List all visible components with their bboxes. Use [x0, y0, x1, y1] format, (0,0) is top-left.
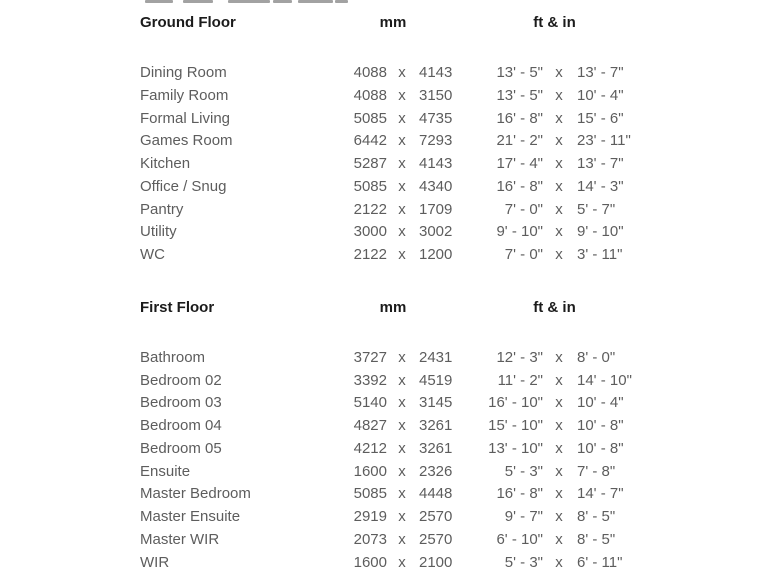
mm-height: 4143 — [419, 64, 453, 81]
room-name: Dining Room — [140, 64, 227, 81]
ft-width: 7' - 0" — [504, 246, 543, 263]
mm-height: 2100 — [419, 553, 453, 571]
ft-width: 13' - 5" — [496, 64, 543, 81]
section-title: Ground Floor — [140, 14, 236, 31]
mm-width: 3727 — [353, 348, 387, 366]
mm-height: 3150 — [419, 86, 453, 104]
mm-height: 4735 — [419, 109, 453, 127]
dimension-separator: x — [555, 371, 563, 389]
ft-width: 9' - 10" — [496, 223, 543, 241]
dimension-separator: x — [398, 64, 406, 81]
dimension-separator: x — [398, 155, 406, 172]
dimension-separator: x — [398, 462, 406, 480]
mm-width: 5287 — [353, 155, 387, 172]
mm-height: 3145 — [419, 394, 453, 412]
table-row — [140, 130, 655, 153]
room-name: Bedroom 02 — [140, 371, 222, 389]
room-name: Bathroom — [140, 348, 206, 366]
mm-height: 2431 — [419, 348, 453, 366]
ft-height: 7' - 8" — [577, 462, 616, 480]
ft-height: 13' - 7" — [577, 64, 624, 81]
table-row — [140, 347, 655, 370]
mm-width: 4212 — [353, 439, 387, 457]
dimension-separator: x — [398, 417, 406, 434]
mm-height: 2570 — [419, 530, 453, 548]
table-row — [140, 438, 655, 461]
mm-width: 1600 — [353, 462, 387, 480]
dimension-separator: x — [555, 86, 563, 104]
table-row — [140, 506, 655, 529]
dimension-separator: x — [398, 485, 406, 503]
table-row — [140, 199, 655, 222]
room-name: Master Ensuite — [140, 508, 241, 525]
mm-height: 4448 — [419, 485, 453, 503]
table-row — [140, 221, 655, 244]
section-header-row — [140, 297, 655, 319]
room-name: Bedroom 05 — [140, 439, 222, 457]
table-row — [140, 461, 655, 484]
section-ground-floor — [140, 12, 655, 267]
dimension-separator: x — [398, 371, 406, 389]
mm-height: 3261 — [419, 439, 453, 457]
ft-width: 5' - 3" — [504, 553, 543, 571]
ft-width: 9' - 7" — [504, 508, 543, 525]
mm-width: 2122 — [353, 200, 387, 218]
ft-width: 21' - 2" — [496, 132, 543, 150]
room-name: Formal Living — [140, 109, 231, 127]
room-name: Utility — [140, 223, 177, 241]
mm-width: 2122 — [353, 246, 387, 263]
dimension-separator: x — [555, 246, 563, 263]
ft-height: 8' - 5" — [577, 530, 616, 548]
ft-height: 3' - 11" — [577, 246, 623, 263]
table-row — [140, 85, 655, 108]
dimension-separator: x — [555, 109, 563, 127]
room-name: Master Bedroom — [140, 485, 251, 503]
mm-width: 2073 — [353, 530, 387, 548]
mm-height: 4143 — [419, 155, 453, 172]
table-row — [140, 176, 655, 199]
mm-width: 2919 — [353, 508, 387, 525]
ft-height: 10' - 4" — [577, 394, 624, 412]
section-header-row — [140, 12, 655, 34]
room-name: Ensuite — [140, 462, 191, 480]
dimension-separator: x — [398, 177, 406, 195]
dimension-separator: x — [398, 394, 406, 412]
ft-width: 16' - 8" — [496, 485, 543, 503]
room-name: Bedroom 04 — [140, 417, 222, 434]
table-row — [140, 483, 655, 506]
dimension-separator: x — [398, 553, 406, 571]
room-name: Kitchen — [140, 155, 191, 172]
room-name: Family Room — [140, 86, 229, 104]
dimension-separator: x — [398, 508, 406, 525]
ft-height: 10' - 8" — [577, 417, 624, 434]
dimension-separator: x — [555, 553, 563, 571]
dimension-separator: x — [555, 64, 563, 81]
ft-width: 15' - 10" — [488, 417, 543, 434]
column-header-mm: mm — [379, 298, 407, 316]
table-rows-first-floor — [140, 347, 655, 575]
column-header-ft-in: ft & in — [533, 298, 576, 316]
mm-height: 2570 — [419, 508, 453, 525]
ft-width: 11' - 2" — [497, 371, 543, 389]
dimension-separator: x — [555, 394, 563, 412]
table-row — [140, 370, 655, 393]
mm-height: 3261 — [419, 417, 453, 434]
ft-height: 6' - 11" — [577, 553, 623, 571]
table-row — [140, 153, 655, 176]
ft-width: 17' - 4" — [496, 155, 543, 172]
mm-width: 5085 — [353, 177, 387, 195]
ft-width: 16' - 10" — [488, 394, 543, 412]
dimension-separator: x — [398, 109, 406, 127]
room-name: Pantry — [140, 200, 184, 218]
dimension-separator: x — [555, 223, 563, 241]
mm-width: 4827 — [353, 417, 387, 434]
ft-height: 10' - 8" — [577, 439, 624, 457]
ft-width: 7' - 0" — [504, 200, 543, 218]
table-rows-ground-floor — [140, 62, 655, 267]
mm-height: 7293 — [419, 132, 453, 150]
mm-width: 4088 — [353, 64, 387, 81]
mm-width: 5085 — [353, 109, 387, 127]
dimension-separator: x — [555, 508, 563, 525]
ft-height: 5' - 7" — [577, 200, 616, 218]
room-name: Office / Snug — [140, 177, 227, 195]
ft-width: 12' - 3" — [496, 348, 543, 366]
dimension-separator: x — [555, 485, 563, 503]
dimension-separator: x — [555, 132, 563, 150]
room-name: WC — [140, 246, 165, 263]
ft-width: 13' - 10" — [488, 439, 543, 457]
dimension-separator: x — [555, 177, 563, 195]
ft-width: 16' - 8" — [496, 109, 543, 127]
ft-width: 13' - 5" — [496, 86, 543, 104]
mm-width: 3000 — [353, 223, 387, 241]
table-row — [140, 108, 655, 131]
ft-height: 15' - 6" — [577, 109, 624, 127]
ft-height: 8' - 0" — [577, 348, 616, 366]
mm-height: 1709 — [419, 200, 453, 218]
ft-height: 8' - 5" — [577, 508, 616, 525]
table-row — [140, 392, 655, 415]
dimension-separator: x — [398, 132, 406, 150]
mm-width: 6442 — [353, 132, 387, 150]
dimension-separator: x — [555, 417, 563, 434]
dimension-separator: x — [398, 348, 406, 366]
ft-height: 9' - 10" — [577, 223, 624, 241]
dimension-separator: x — [555, 530, 563, 548]
dimension-separator: x — [398, 246, 406, 263]
dimension-separator: x — [398, 223, 406, 241]
room-name: WIR — [140, 553, 170, 571]
room-name: Bedroom 03 — [140, 394, 222, 412]
column-header-mm: mm — [379, 14, 407, 31]
mm-width: 1600 — [353, 553, 387, 571]
table-row — [140, 552, 655, 575]
ft-height: 13' - 7" — [577, 155, 624, 172]
dimension-separator: x — [555, 462, 563, 480]
room-name: Games Room — [140, 132, 233, 150]
dimension-separator: x — [555, 439, 563, 457]
ft-width: 16' - 8" — [496, 177, 543, 195]
column-header-ft-in: ft & in — [533, 14, 576, 31]
section-title: First Floor — [140, 298, 215, 316]
ft-height: 14' - 7" — [577, 485, 624, 503]
dimension-separator: x — [555, 348, 563, 366]
table-row — [140, 529, 655, 552]
ft-width: 6' - 10" — [496, 530, 543, 548]
ft-height: 14' - 3" — [577, 177, 624, 195]
dimension-separator: x — [398, 200, 406, 218]
dimension-separator: x — [555, 200, 563, 218]
dimension-separator: x — [398, 86, 406, 104]
room-name: Master WIR — [140, 530, 220, 548]
mm-width: 4088 — [353, 86, 387, 104]
mm-height: 1200 — [419, 246, 453, 263]
table-row — [140, 62, 655, 85]
dimension-separator: x — [555, 155, 563, 172]
mm-width: 5140 — [353, 394, 387, 412]
ft-height: 23' - 11" — [577, 132, 631, 150]
ft-height: 14' - 10" — [577, 371, 632, 389]
mm-width: 5085 — [353, 485, 387, 503]
mm-height: 4340 — [419, 177, 453, 195]
mm-width: 3392 — [353, 371, 387, 389]
table-row — [140, 415, 655, 438]
ft-height: 10' - 4" — [577, 86, 624, 104]
mm-height: 2326 — [419, 462, 453, 480]
dimension-separator: x — [398, 530, 406, 548]
section-first-floor — [140, 297, 655, 575]
table-row — [140, 244, 655, 267]
dimension-separator: x — [398, 439, 406, 457]
mm-height: 4519 — [419, 371, 453, 389]
mm-height: 3002 — [419, 223, 453, 241]
ft-width: 5' - 3" — [504, 462, 543, 480]
